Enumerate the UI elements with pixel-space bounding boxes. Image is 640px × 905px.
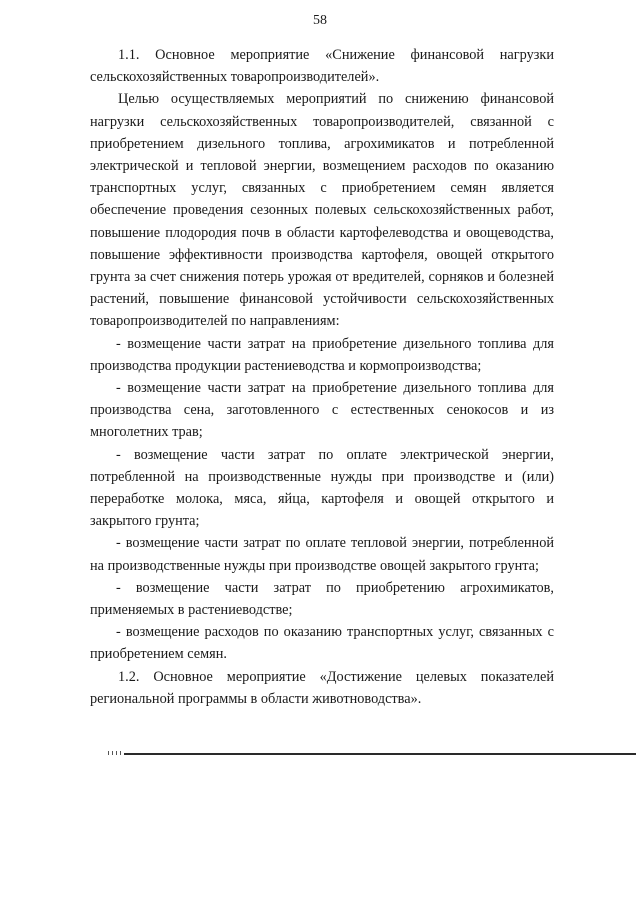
section-heading-1-1: 1.1. Основное мероприятие «Снижение финансовой нагрузки сельскохозяйственных товаропроизводителей». [90,47,554,86]
list-item: - возмещение части затрат на приобретение дизельного топлива для производства продукции растениеводства и кормопроизводства; [90,335,554,374]
scan-artifact-dots [108,751,122,755]
list-item: - возмещение части затрат по приобретению агрохимикатов, применяемых в растениеводстве; [90,579,554,619]
list-item: - возмещение части затрат на приобретение дизельного топлива для производства сена, заготовленного с естественных сенокосов и из многолетних трав; [90,380,554,441]
list-item: - возмещение расходов по оказанию транспортных услуг, связанных с приобретением семян. [90,624,554,663]
scan-artifact-line [124,753,636,755]
page-number: 58 [313,13,327,28]
list-item: - возмещение части затрат по оплате электрической энергии, потребленной на производственные нужды при производстве и (или) переработке молока, мяса, яйца, картофеля и овощей открытого и закрытого грунта; [90,446,554,530]
section-heading-1-2: 1.2. Основное мероприятие «Достижение целевых показателей региональной программы в области животноводства». [90,668,554,707]
body-paragraph: Целью осуществляемых мероприятий по снижению финансовой нагрузки сельскохозяйственных товаропроизводителей, связанной с приобретением дизельного топлива, агрохимикатов и потребленной электрической и тепловой энергии, возмещением расходов по оказанию транспортных услуг, связанных с приобретением семян является обеспечение проведения сезонных полевых сельскохозяйственных работ, повышение плодородия почв в области картофелеводства и овощеводства, повышение эффективности производства картофеля, овощей открытого грунта за счет снижения потерь урожая от вредителей, сорняков и болезней растений, повышение финансовой устойчивости сельскохозяйственных товаропроизводителей по направлениям: [90,91,554,330]
list-item: - возмещение части затрат по оплате тепловой энергии, потребленной на производственные нужды при производстве овощей закрытого грунта; [90,535,554,574]
document-body [90,44,554,710]
